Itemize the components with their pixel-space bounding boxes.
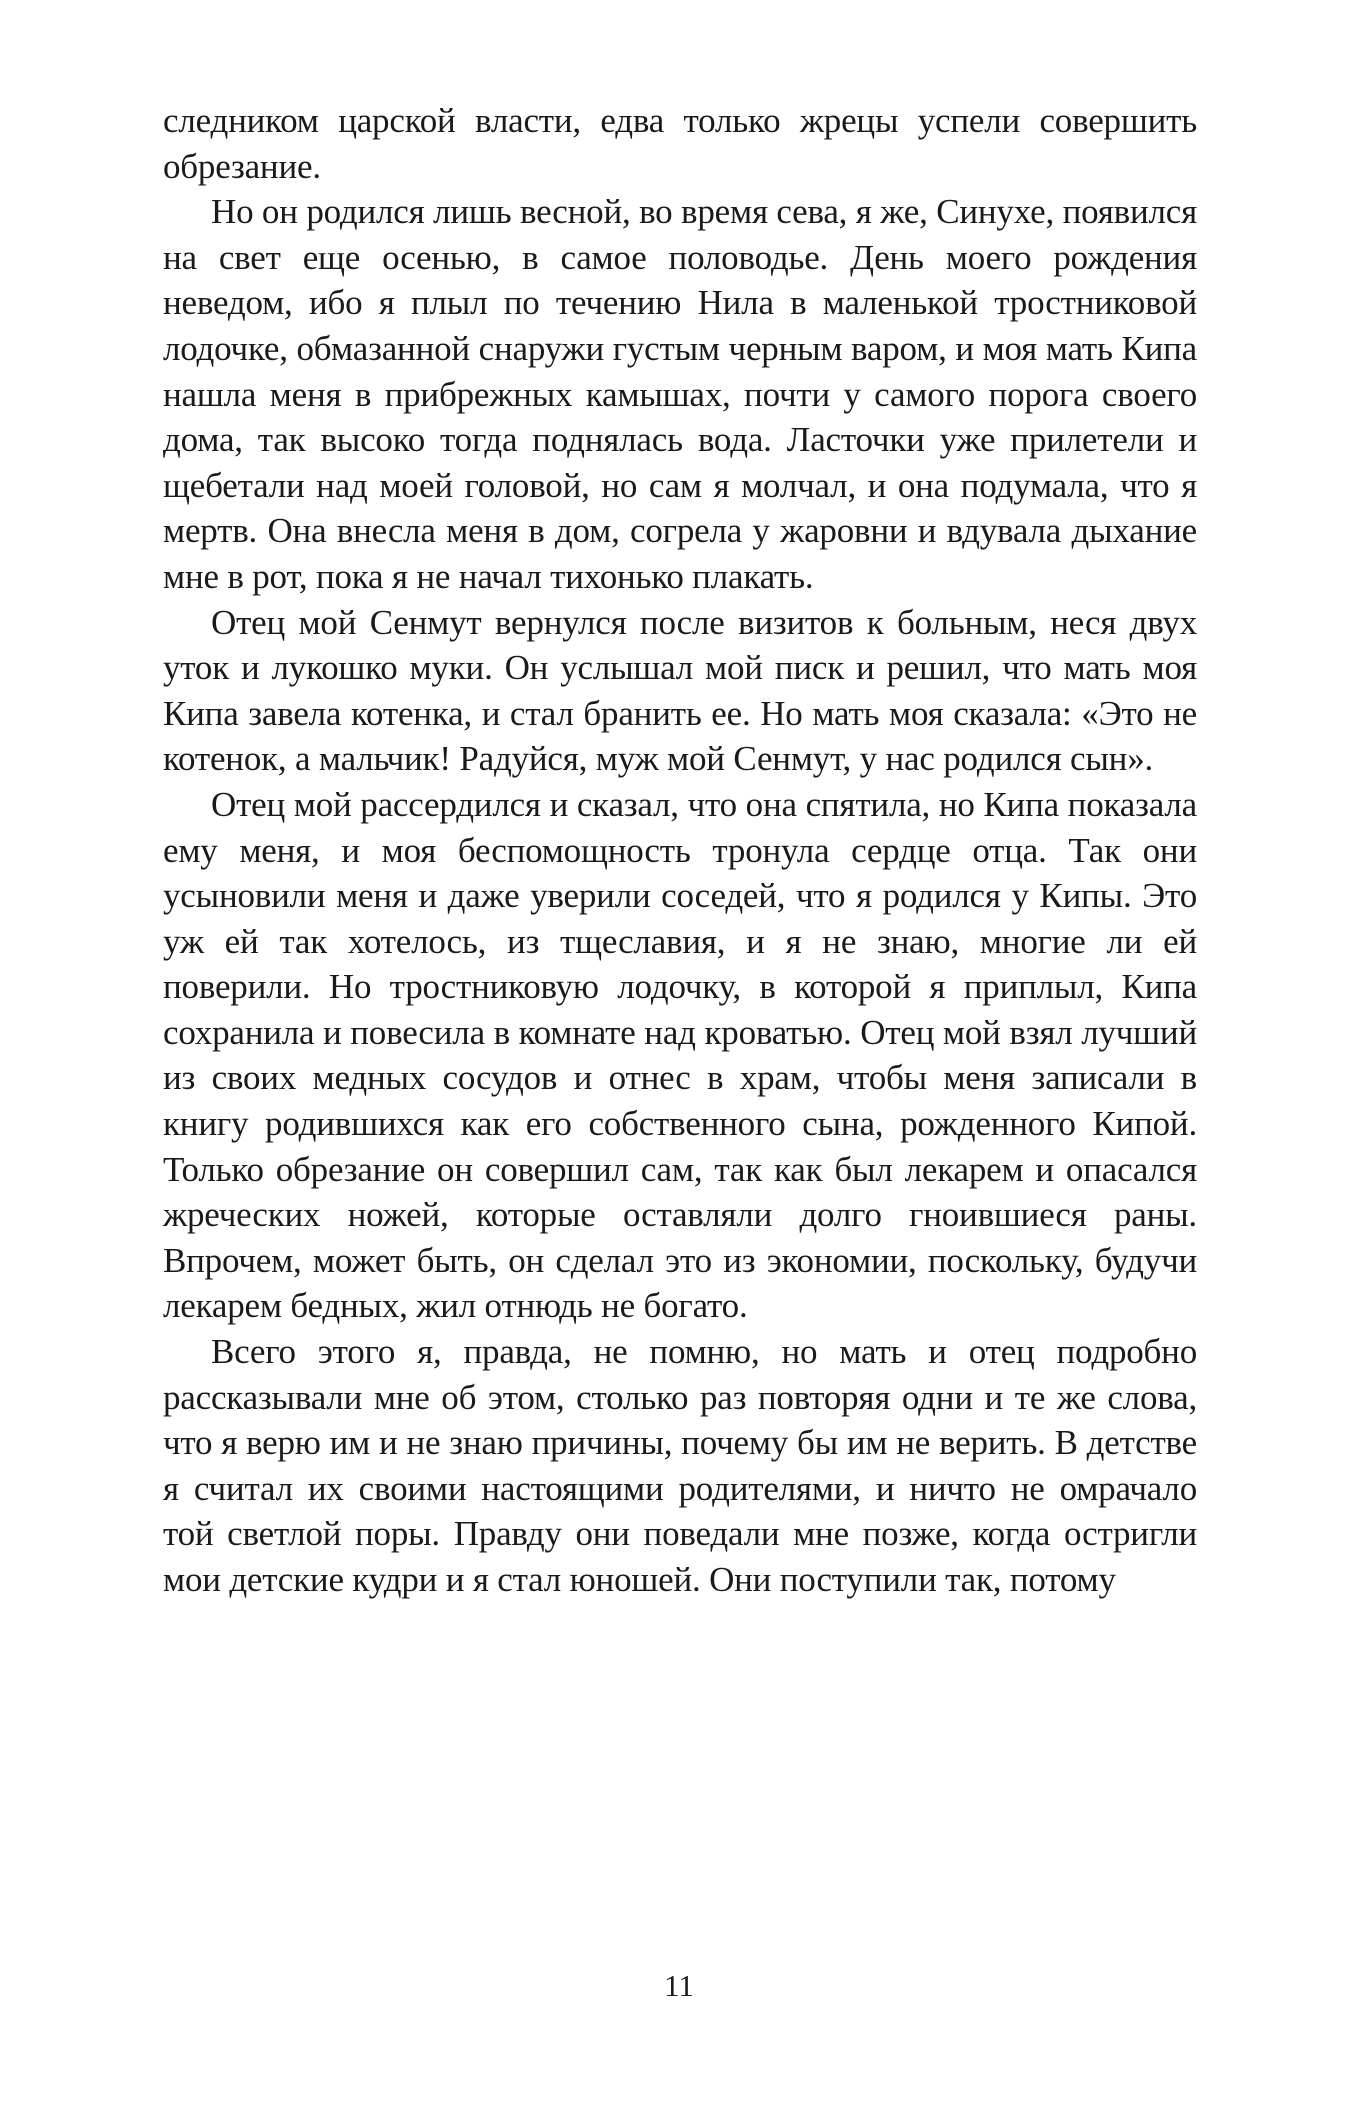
body-text (163, 98, 1197, 1603)
paragraph: Отец мой рассердился и сказал, что она спятила, но Кипа показала ему меня, и моя беспомощность тронула сердце отца. Так они усыновили меня и даже уверили соседей, что я родился у Кипы. Это уж ей так хотелось, из тщеславия, и я не знаю, многие ли ей поверили. Но тростниковую лодочку, в которой я приплыл, Кипа сохранила и повесила в комнате над кроватью. Отец мой взял лучший из своих медных сосудов и отнес в храм, чтобы меня записали в книгу родившихся как его собственного сына, рожденного Кипой. Только обрезание он совершил сам, так как был лекарем и опасался жреческих ножей, которые оставляли долго гноившиеся раны. Впрочем, может быть, он сделал это из экономии, поскольку, будучи лекарем бедных, жил отнюдь не богато. (163, 784, 1197, 1326)
paragraph: Отец мой Сенмут вернулся после визитов к больным, неся двух уток и лукошко муки. Он услышал мой писк и решил, что мать моя Кипа завела котенка, и стал бранить ее. Но мать моя сказала: «Это не котенок, а мальчик! Радуйся, муж мой Сенмут, у нас родился сын». (163, 602, 1197, 779)
page-number: 11 (664, 1968, 694, 2003)
paragraph: Всего этого я, правда, не помню, но мать и отец подробно рассказывали мне об этом, столько раз повторяя одни и те же слова, что я верю им и не знаю причины, почему бы им не верить. В детстве я считал их своими настоящими родителями, и ничто не омрачало той светлой поры. Правду они поведали мне позже, когда остригли мои детские кудри и я стал юношей. Они поступили так, потому (163, 1332, 1197, 1599)
paragraph-continued: следником царской власти, едва только жрецы успели совершить обрезание. (163, 101, 1197, 186)
paragraph: Но он родился лишь весной, во время сева, я же, Синухе, появился на свет еще осенью, в самое половодье. День моего рождения неведом, ибо я плыл по течению Нила в маленькой тростниковой лодочке, обмазанной снаружи густым черным варом, и моя мать Кипа нашла меня в прибрежных камышах, почти у самого порога своего дома, так высоко тогда поднялась вода. Ласточки уже прилетели и щебетали над моей головой, но сам я молчал, и она подумала, что я мертв. Она внесла меня в дом, согрела у жаровни и вдувала дыхание мне в рот, пока я не начал тихонько плакать. (163, 192, 1197, 596)
